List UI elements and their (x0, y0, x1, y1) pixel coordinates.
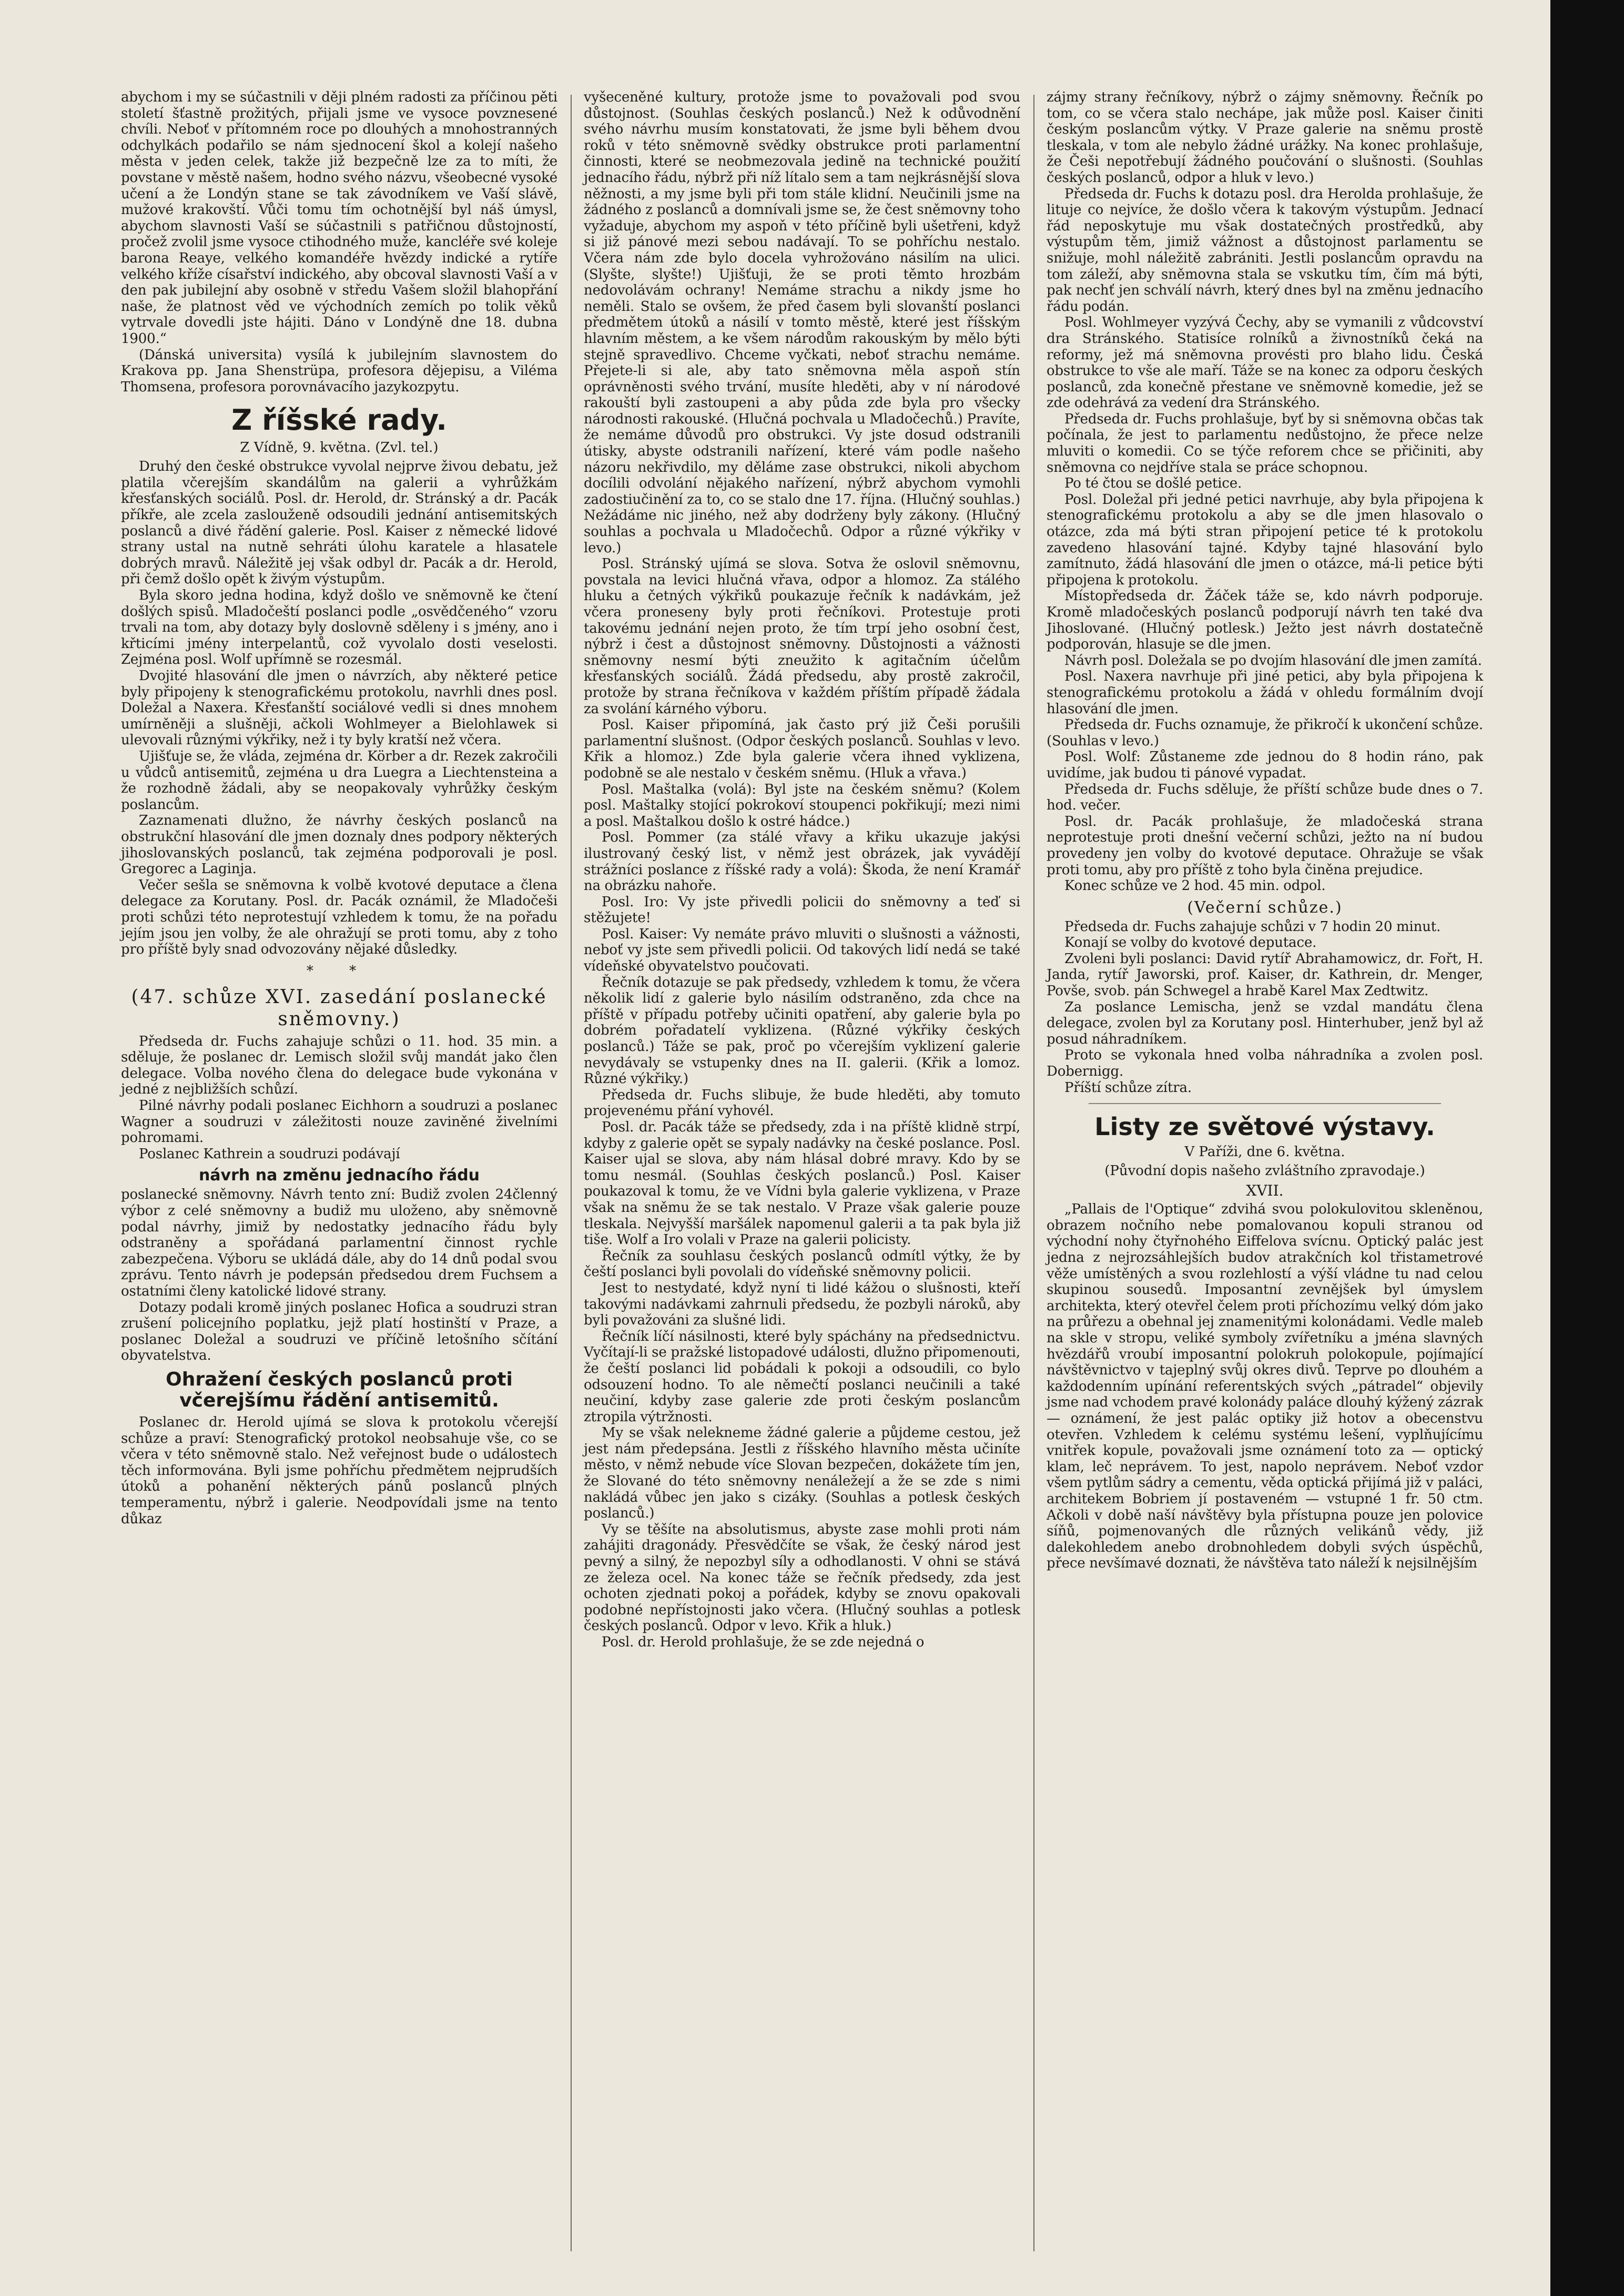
paragraph: Dotazy podali kromě jiných poslanec Hofica a soudruzi stran zrušení policejního poplatku, jejž platí hostinští v Praze, a poslanec Doležal a soudruzi ve příčině letošního sčítání obyvatelstva. (121, 1299, 557, 1364)
paragraph: Posl. dr. Pacák prohlašuje, že mladočeská strana neprotestuje proti dnešní večerní schůzi, ježto na ní budou provedeny jen volby do kvotové deputace. Ohražuje se však proti tomu, aby pro příště z toho byla činěna prejudice. (1047, 813, 1483, 878)
byline: (Původní dopis našeho zvláštního zpravodaje.) (1104, 1163, 1425, 1179)
subheading-navrh: návrh na změnu jednacího řádu (198, 1166, 480, 1185)
paragraph: Předseda dr. Fuchs zahajuje schůzi v 7 hodin 20 minut. (1064, 918, 1441, 935)
paragraph: Zaznamenati dlužno, že návrhy českých poslanců na obstrukční hlasování dle jmen doznaly dnes podpory některých jihoslovanských poslanců, tak zejména podporovali je posl. Gregorec a Laginja. (121, 813, 557, 877)
paragraph: Předseda dr. Fuchs zahajuje schůzi o 11. hod. 35 min. a sděluje, že poslanec dr. Lemisch složil svůj mandát jako člen delegace. Volba nového člena do delegace bude vykonána v jedné z nejbližších schůzí. (121, 1033, 557, 1098)
paragraph: vyšeceněné kultury, protože jsme to považovali pod svou důstojnost. (Souhlas českých poslanců.) Než k odůvodnění svého návrhu musím konstatovati, že jsme byli během dvou roků v této sněmovně svědky obstrukce proti parlamentní činnosti, které se neobmezovala jedině na technické použití jednacího řádu, nýbrž při níž lítalo sem a tam nejkrásnější slova něžnosti, a my jsme byli při tom stále klidní. Neučinili jsme na žádného z poslanců a domnívali jsme se, že čest sněmovny toho vyžaduje, abychom my aspoň v této příčině byli ušetřeni, když si již pánové mezi sebou nadávají. To se pohříchu nestalo. Včera nám zde bylo docela vyhrožováno násilím na ulici. (Slyšte, slyšte!) Ujišťuji, že se proti těmto hrozbám nedovolávám ochrany! Nemáme strachu a nikdy jsme ho neměli. Stalo se ovšem, že před časem byli slovanští poslanci předmětem útoků a násilí v tomto městě, které jest říšským hlavním městem, a ke všem národům rakouským by mělo býti stejně spravedlivo. Chceme vyčkati, neboť strachu nemáme. Přejete-li si ale, aby tato sněmovna měla aspoň stín oprávněnosti svého trvání, musíte hleděti, aby v ní národové rakouští byli zastoupeni a aby půda zde byla pro všecky národnosti rakouské. (Hlučná pochvala u Mladočechů.) Pravíte, že nemáme důvodů pro obstrukci. Vy jste dosud odstranili útisky, abyste odstranili nařízení, které vám podle našeho názoru nekřivdilo, my děláme zase obstrukci, nikoli abychom docílili odvolání nějakého nařízení, nýbrž abychom vymohli zadostiučinění za to, co se stalo dne 17. října. (Hlučný souhlas.) Nežádáme nic jiného, než aby dodrženy byly zákony. (Hlučný souhlas a pochvala u Mladočechů. Odpor a různé výkřiky v levo.) (584, 89, 1020, 556)
part-number: XVII. (1246, 1182, 1284, 1200)
paragraph: Proto se vykonala hned volba náhradníka a zvolen posl. Dobernigg. (1047, 1047, 1483, 1080)
paragraph: Posl. Stránský ujímá se slova. Sotva že oslovil sněmovnu, povstala na levici hlučná vřava, odpor a hlomoz. Za stálého hluku a četných výkřiků poukazuje řečník k nadávkám, jež včera proneseny byly proti řečníkovi. Protestuje proti takovému jednání nejen proto, že tím trpí jeho osobní čest, nýbrž i čest a důstojnost sněmovny. Důstojnosti a vážnosti sněmovny nesmí býti zneužito k agitačním účelům křesťanských sociálů. Žádá předsedu, aby prostě zakročil, protože by strana řečníkova v každém příštím případě žádala za svolání kárného výboru. (584, 556, 1020, 717)
section-heading-listy: Listy ze světové výstavy. (1094, 1112, 1435, 1141)
paragraph: Pilné návrhy podali poslanec Eichhorn a soudruzi a poslanec Wagner a soudruzi v záležitosti nouze zaviněné živelními pohromami. (121, 1098, 557, 1146)
section-divider (1089, 1103, 1441, 1104)
paragraph: „Pallais de l'Optique“ zdvihá svou polokulovitou skleněnou, obrazem nočního nebe pomalovanou kopuli stranou od východní nohy čtyřnohého Eiffelova svícnu. Optický palác jest jedna z nejrozsáhlejších budov atrakčních kol třistametrové věže umístěných a svou rozlehlostí a výší vládne tu nad celou skupinou sousedů. Imposantní zevnějšek byl úmyslem architekta, který otevřel čelem proti příchozímu velký dóm jako na průřezu a obehnal jej znamenitými kolonádami. Vedle maleb na skle v stropu, veliké symboly zvířetníku a jména slavných hvězdářů vroubí imposantní polokruh polokopule, pojímající návštěvnictvo v tajeplný svůj okres divů. Teprve po dlouhém a každodenním upínání referentských svých „pátradel“ objevily jsme nad vchodem pravé kolonády paláce dlouhý kýžený zázrak — oznámení, že jest palác optiky již hotov a obecenstvu otevřen. Vzhledem k celému systému lešení, vyplňujícímu vnitřek kopule, považovali jsme oznámení toto za — optický klam, leč neprávem. To jest, napolo neprávem. Neboť vzdor všem pytlům sádry a cementu, věda optická přijímá již v paláci, architekem Bobriem jí postaveném — vstupné 1 fr. 50 ctm. Ačkoli v době naší návštěvy byla přístupna pouze jen polovice síňů, pojmenovaných dle různých velikánů vědy, již dalekohledem anebo drobnohledem dobyli svých úspěchů, přece nevšímavé doznati, že návštěva tato náleží k nejsilnějším (1047, 1201, 1483, 1572)
paragraph: Večer sešla se sněmovna k volbě kvotové deputace a člena delegace za Korutany. Posl. dr. Pacák oznámil, že Mladočeši proti schůzi této neprotestují vzhledem k tomu, že na pořadu jejím jsou jen volby, že ale ohražují se proti tomu, aby z toho pro příště byly snad odvozovány nějaké důsledky. (121, 877, 557, 958)
paragraph: Konají se volby do kvotové deputace. (1064, 935, 1317, 951)
paragraph: Předseda dr. Fuchs k dotazu posl. dra Herolda prohlašuje, že lituje co nejvíce, že došlo včera k takovým výstupům. Jednací řád neposkytuje mu však dostatečných prostředků, aby výstupům těm, jimiž vážnost a důstojnost parlamentu se snižuje, mohl náležitě zabrániti. Jestli poslancům opravdu na tom záleží, aby sněmovna stala se vskutku tím, čím má býti, pak nechť jen schválí návrh, který dnes byl na změnu jednacího řádu podán. (1047, 186, 1483, 315)
paragraph: Poslanec dr. Herold ujímá se slova k protokolu včerejší schůze a praví: Stenografický protokol neobsahuje vše, co se včera v této sněmovně stalo. Než veřejnost bude o událostech těch informována. Byli jsme pohříchu předmětem nejprudších útoků a pohanění některých pánů poslanců plných temperamentu, nýbrž i galerie. Neodpovídali jsme na tento důkaz (121, 1414, 557, 1527)
paragraph: Po té čtou se došlé petice. (1064, 476, 1242, 492)
asterisks-separator: * * (306, 963, 372, 979)
paragraph: Posl. dr. Herold prohlašuje, že se zde nejedná o (602, 1634, 925, 1650)
paragraph: Řečník dotazuje se pak předsedy, vzhledem k tomu, že včera několik lidí z galerie bylo násilím odstraněno, zda chce na příště v případu potřeby učiniti opatření, aby galerie byla po dobrém pořadatelí vyklizena. (Různé výkřiky českých poslanců.) Táže se pak, proč po včerejším vyklizení galerie nevydávaly se vstupenky dnes na II. galerii. (Křik a lomoz. Různé výkřiky.) (584, 974, 1020, 1087)
paragraph: Posl. Wolf: Zůstaneme zde jednou do 8 hodin ráno, pak uvidíme, jak budou ti pánové vypadat. (1047, 749, 1483, 781)
paragraph: Posl. Pommer (za stálé vřavy a křiku ukazuje jakýsi ilustrovaný český list, v němž jest obrázek, jak vyvádějí strážníci poslance z říšské rady a volá): Škoda, že není Kramář na obrázku nahoře. (584, 830, 1020, 894)
subheading-ohrazeni: Ohražení českých poslanců proti včerejšímu řádění antisemitů. (166, 1368, 513, 1411)
column-3 (1047, 89, 1483, 1572)
paragraph: Posl. Doležal při jedné petici navrhuje, aby byla připojena k stenografickému protokolu a aby se dle jmen hlasovalo o otázce, zda má býti stran připojení petice té k protokolu zavedeno hlasování tajné. Kdyby tajné hlasování bylo zamítnuto, žádá hlasování dle jmen o otázce, má-li petice býti připojena k protokolu. (1047, 491, 1483, 588)
column-rule (1033, 95, 1034, 2251)
paragraph: Posl. Iro: Vy jste přivedli policii do sněmovny a teď si stěžujete! (584, 894, 1020, 926)
paragraph: Poslanec Kathrein a soudruzi podávají (139, 1146, 400, 1162)
paragraph: Druhý den české obstrukce vyvolal nejprve živou debatu, jež platila včerejším skandálům na galerii a vyhrůžkám křesťanských sociálů. Posl. dr. Herold, dr. Stránský a dr. Pacák příkře, ale zcela zaslouženě odsoudili jednání antisemitských poslanců a divé řádění galerie. Posl. Kaiser z německé lidové strany ustal na nutně sehráti úlohu karatele a hlasatele dobrých mravů. Náležitě jej však odbyl dr. Pacák a dr. Herold, při čemž došlo opět k živým výstupům. (121, 459, 557, 588)
paragraph: Posl. dr. Pacák táže se předsedy, zda i na příště klidně strpí, kdyby z galerie opět se sypaly nadávky na české poslance. Posl. Kaiser ujal se slova, aby nám hlásal dobré mravy. Kdo by se tomu nesmál. (Souhlas českých poslanců.) Posl. Kaiser poukazoval k tomu, že ve Vídni byla galerie vyklizena, v Praze však na sněmu že se tak nestalo. V Praze však galerie pouze tleskala. Nejvyšší maršálek napomenul galerii a ta pak byla již tiše. Wolf a Iro volali v Praze na galerii policisty. (584, 1119, 1020, 1248)
column-2 (584, 89, 1020, 1651)
subheading-vecerni: (Večerní schůze.) (1187, 898, 1343, 917)
column-1 (121, 89, 557, 1527)
section-heading-rada: Z říšské rady. (231, 403, 447, 437)
paragraph: Za poslance Lemischa, jenž se vzdal mandátu člena delegace, zvolen byl za Korutany posl. Hinterhuber, jenž byl až posud náhradníkem. (1047, 999, 1483, 1047)
paragraph: Zvoleni byli poslanci: David rytíř Abrahamowicz, dr. Fořt, H. Janda, rytíř Jaworski, prof. Kaiser, dr. Kathrein, dr. Menger, Povše, svob. pán Schwegel a hrabě Karel Max Zedtwitz. (1047, 950, 1483, 999)
paragraph: Posl. Wohlmeyer vyzývá Čechy, aby se vymanili z vůdcovství dra Stránského. Statisíce rolníků a živnostníků čeká na reformy, jež má sněmovna provésti pro blaho lidu. Česká obstrukce to vše ale maří. Táže se na konec za odporu českých poslanců, zda konečně přestane ve sněmovně komedie, jež se zde odehrává za vedení dra Stránského. (1047, 315, 1483, 411)
paragraph: Předseda dr. Fuchs slibuje, že bude hleděti, aby tomuto projevenému přání vyhovél. (584, 1087, 1020, 1119)
paragraph: Posl. Maštalka (volá): Byl jste na českém sněmu? (Kolem posl. Maštalky stojící pokrokoví stoupenci pokřikují; mezi nimi a posl. Maštalkou došlo k ostré hádce.) (584, 781, 1020, 830)
session-heading: (47. schůze XVI. zasedání poslanecké sněmovny.) (131, 986, 547, 1030)
column-rule (571, 95, 572, 2251)
paragraph: Posl. Naxera navrhuje při jiné petici, aby byla připojena k stenografickému protokolu a žádá v ohledu formálním dvojí hlasování dle jmen. (1047, 669, 1483, 717)
paragraph: Místopředseda dr. Žáček táže se, kdo návrh podporuje. Kromě mladočeských poslanců podporují návrh ten také dva Jihoslované. (Hlučný potlesk.) Ježto jest návrh dostatečně podporován, hlasuje se dle jmen. (1047, 588, 1483, 653)
paragraph: Příští schůze zítra. (1064, 1079, 1192, 1096)
paragraph: Předseda dr. Fuchs prohlašuje, byť by si sněmovna občas tak počínala, že jest to parlamentu nedůstojno, že přece nelze mluviti o komedii. Co se týče reforem chce se přičiniti, aby sněmovna co nejdříve stala se práce schopnou. (1047, 411, 1483, 476)
dateline: Z Vídně, 9. května. (Zvl. tel.) (240, 440, 439, 456)
paragraph: Řečník líčí násilnosti, které byly spáchány na předsednictvu. Vyčítají-li se pražské listopadové události, dlužno připomenouti, že čeští poslanci lid pobádali k pokoji a odsoudili, co bylo odsouzení hodno. To ale němečtí poslanci neučinili a také neučiní, kdyby zase galerie zde proti českým poslancům ztropila výtržnosti. (584, 1328, 1020, 1425)
paragraph: Vy se těšíte na absolutismus, abyste zase mohli proti nám zahájiti dragonády. Přesvědčíte se však, že český národ jest pevný a silný, že nepozbyl síly a odhodlanosti. V ohni se stává ze železa ocel. Na konec táže se řečník předsedy, zda jest ochoten zjednati pokoj a pořádek, kdyby se znovu opakovali podobné nepřístojnosti jako včera. (Hlučný souhlas a potlesk českých poslanců. Odpor v levo. Křik a hluk.) (584, 1521, 1020, 1634)
paragraph: Konec schůze ve 2 hod. 45 min. odpol. (1064, 878, 1326, 894)
paragraph: Předseda dr. Fuchs sděluje, že příští schůze bude dnes o 7. hod. večer. (1047, 781, 1483, 814)
paragraph: Dvojité hlasování dle jmen o návrzích, aby některé petice byly připojeny k stenografickému protokolu, navrhli dnes posl. Doležal a Naxera. Křesťanští sociálové vedli si dnes mnohem umírněněji a slušněji, ačkoli Wohlmeyer a Bielohlawek si ulevovali různými výkřiky, než i ty byly kratší než včera. (121, 668, 557, 749)
paragraph: Ujišťuje se, že vláda, zejména dr. Körber a dr. Rezek zakročili u vůdců antisemitů, zejména u dra Luegra a Liechtensteina a že rozhodně žádali, aby se neopakovaly vyhrůžky českým poslancům. (121, 748, 557, 813)
paragraph: Posl. Kaiser připomíná, jak často prý již Češi porušili parlamentní slušnost. (Odpor českých poslanců. Souhlas v levo. Křik a hlomoz.) Zde byla galerie včera ihned vyklizena, podobně se ale nestalo v českém sněmu. (Hluk a vřava.) (584, 717, 1020, 781)
paragraph: Byla skoro jedna hodina, když došlo ve sněmovně ke čtení došlých spisů. Mladočeští poslanci podle „osvědčeného“ vzoru trvali na tom, aby dotazy byly doslovně sděleny i s jmény, ano i křticími jmény interpelantů, což vyvolalo dosti veselosti. Zejména posl. Wolf upřímně se rozesmál. (121, 588, 557, 668)
scan-border (1550, 0, 1624, 2296)
paragraph: Řečník za souhlasu českých poslanců odmítl výtky, že by čeští poslanci byli povolali do vídeňské sněmovny policii. (584, 1248, 1020, 1280)
paragraph: (Dánská universita) vysílá k jubilejním slavnostem do Krakova pp. Jana Shenstrüpa, profesora dějepisu, a Viléma Thomsena, profesora porovnávacího jazykozpytu. (121, 347, 557, 395)
paragraph: Jest to nestydaté, když nyní ti lidé kážou o slušnosti, kteří takovými nadávkami zahrnuli předsedu, že pozbyli nároků, aby byli považováni za slušné lidi. (584, 1280, 1020, 1329)
paragraph: abychom i my se súčastnili v ději plném radosti za příčinou pěti století šťastně prožitých, přijali jsme ve vysoce povznesené chvíli. Neboť v přítomném roce po dlouhých a mnohostranných odchylkách podařilo se nám sjednocení škol a kolejí našeho města v jeden celek, takže již bezpečně lze za to míti, že povstane v městě našem, hodno svého názvu, všeobecné vysoké učení a že Londýn stane se tak závodníkem ve Vaší slávě, mužové krakovští. Vůči tomu tím ochotnější byl náš úmysl, abychom slavnosti Vaší se súčastnili s patřičnou důstojností, pročež zvolil jsme vysoce ctihodného muže, kancléře své koleje barona Reaye, velkého komandéře hvězdy indické a rytíře velkého kříže císařství indického, aby obcoval slavnosti Vaší a v den pak jubilejní aby osobně v středu Vašem složil blahopřání naše, že platnost věd ve východních zemích po tolik věků vytrvale dovedli jste hájiti. Dáno v Londýně dne 18. dubna 1900.“ (121, 89, 557, 347)
paragraph: Návrh posl. Doležala se po dvojím hlasování dle jmen zamítá. (1064, 652, 1482, 669)
paragraph: Předseda dr. Fuchs oznamuje, že přikročí k ukončení schůze. (Souhlas v levo.) (1047, 717, 1483, 749)
paragraph: Posl. Kaiser: Vy nemáte právo mluviti o slušnosti a vážnosti, neboť vy jste sem přivedli policii. Od takových lidí nedá se také vídeňské obyvatelstvo poučovati. (584, 926, 1020, 975)
paragraph: My se však nelekneme žádné galerie a půjdeme cestou, jež jest nám předepsána. Jestli z říšského hlavního města učiníte město, v němž nebude více Slovan bezpečen, dokážete tím jen, že Slované do této sněmovny nenáležejí a že se zde s nimi nakládá vůbec jen jako s cizáky. (Souhlas a potlesk českých poslanců.) (584, 1425, 1020, 1522)
paragraph: poslanecké sněmovny. Návrh tento zní: Budiž zvolen 24členný výbor z celé sněmovny a budiž mu uloženo, aby sněmovně podal návrhy, jimiž by nedostatky jednacího řádu byly odstraněny a spořádaná parlamentní činnost rychle zabezpečena. Výboru se ukládá dále, aby do 14 dnů podal svou zprávu. Tento návrh je podepsán předsedou drem Fuchsem a ostatními členy katolické lidové strany. (121, 1187, 557, 1299)
dateline: V Paříži, dne 6. května. (1184, 1144, 1345, 1160)
paragraph: zájmy strany řečníkovy, nýbrž o zájmy sněmovny. Řečník po tom, co se včera stalo nechápe, jak může posl. Kaiser činiti českým poslancům výtky. V Praze galerie na sněmu prostě tleskala, v tom ale nebylo žádné urážky. Na konec prohlašuje, že Češi nepotřebují žádného poučování o slušnosti. (Souhlas českých poslanců, odpor a hluk v levo.) (1047, 89, 1483, 186)
newspaper-page (121, 89, 1488, 2262)
